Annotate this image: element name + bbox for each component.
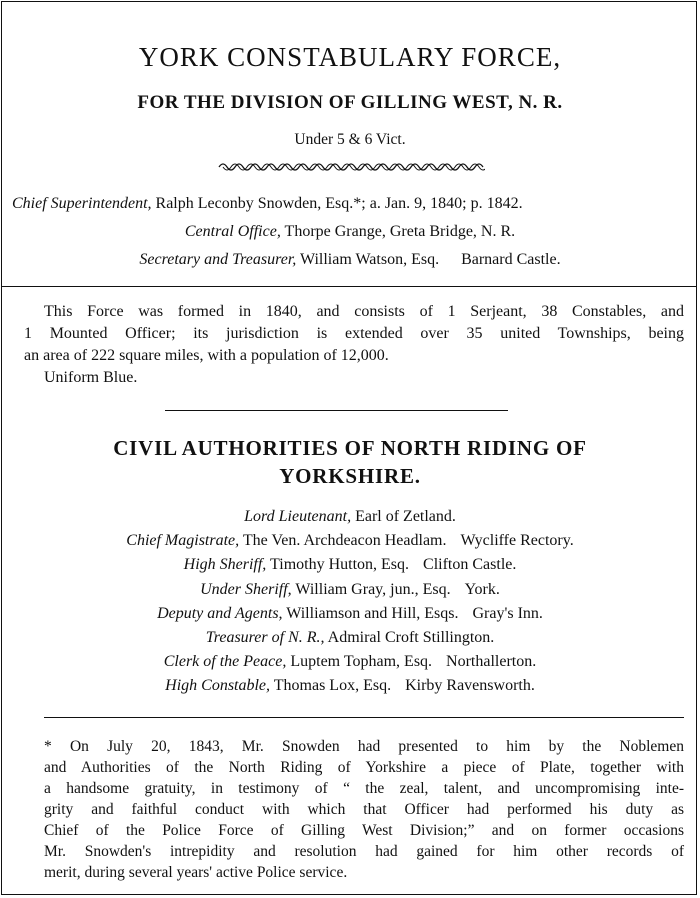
- authority-place: Wycliffe Rectory.: [460, 532, 574, 550]
- authority-row: [0, 579, 700, 603]
- document-subtitle: FOR THE DIVISION OF GILLING WEST, N. R.: [137, 92, 563, 113]
- officer-row: [0, 220, 700, 248]
- authority-name: William Gray, jun., Esq.: [295, 580, 451, 598]
- authority-place: York.: [464, 580, 500, 598]
- footnote-line: Mr. Snowden's intrepidity and resolution had gained for him other records of: [44, 843, 684, 860]
- authority-role: High Sheriff,: [183, 556, 267, 574]
- authority-name: Admiral Croft Stillington.: [327, 628, 495, 646]
- authority-role: High Constable,: [165, 677, 271, 695]
- footnote-line: merit, during several years' active Police service.: [44, 864, 348, 881]
- authority-role: Treasurer of N. R.,: [205, 628, 325, 646]
- description-line: an area of 222 square miles, with a population of 12,000.: [24, 347, 389, 364]
- description-line: This Force was formed in 1840, and consists of 1 Serjeant, 38 Constables, and: [44, 303, 684, 320]
- force-description: [24, 301, 684, 389]
- authority-role: Chief Magistrate,: [126, 532, 240, 550]
- footnote-line: grity and faithful conduct with which that Officer had performed his duty as: [44, 801, 684, 818]
- officer-role: Central Office,: [184, 223, 281, 240]
- authority-name: The Ven. Archdeacon Headlam.: [242, 532, 447, 550]
- officer-place: Barnard Castle.: [461, 251, 561, 268]
- authority-row: [0, 554, 700, 578]
- authority-place: Kirby Ravensworth.: [405, 677, 535, 695]
- authority-name: Williamson and Hill, Esqs.: [286, 604, 459, 622]
- officers-list: [0, 192, 700, 276]
- authority-row: [0, 627, 700, 651]
- uniform-line: Uniform Blue.: [44, 369, 138, 386]
- authority-place: Northallerton.: [446, 653, 537, 671]
- civil-heading-line2: YORKSHIRE.: [279, 464, 421, 488]
- officer-role: Chief Superintendent,: [12, 195, 152, 212]
- section-rule: [2, 286, 696, 287]
- authority-row: [0, 651, 700, 675]
- authority-name: Timothy Hutton, Esq.: [270, 556, 410, 574]
- civil-authorities-list: [0, 506, 700, 700]
- description-line: 1 Mounted Officer; its jurisdiction is extended over 35 united Townships, being: [24, 325, 684, 342]
- authority-name: Luptem Topham, Esq.: [290, 653, 433, 671]
- civil-heading: CIVIL AUTHORITIES OF NORTH RIDING OF: [113, 436, 587, 460]
- authority-role: Clerk of the Peace,: [163, 653, 287, 671]
- authority-row: [0, 603, 700, 627]
- authority-name: Earl of Zetland.: [355, 508, 456, 525]
- footnote-line: a handsome gratuity, in testimony of “ the zeal, talent, and uncompromising inte-: [44, 780, 684, 797]
- ornamental-divider: [217, 160, 485, 174]
- footnote-rule: [44, 717, 684, 718]
- footnote-line: and Authorities of the North Riding of Yorkshire a piece of Plate, together with: [44, 759, 684, 776]
- authority-place: Clifton Castle.: [423, 556, 517, 574]
- authority-role: Lord Lieutenant,: [244, 508, 352, 525]
- footnote-line: Chief of the Police Force of Gilling West Division;” and on former occasions: [44, 822, 684, 839]
- footnote-line: * On July 20, 1843, Mr. Snowden had presented to him by the Noblemen: [44, 738, 684, 755]
- act-reference: Under 5 & 6 Vict.: [294, 131, 406, 148]
- officer-detail: William Watson, Esq.: [299, 251, 440, 268]
- officer-detail: Thorpe Grange, Greta Bridge, N. R.: [284, 223, 516, 240]
- authority-row: [0, 506, 700, 530]
- officer-role: Secretary and Treasurer,: [139, 251, 297, 268]
- officer-detail: Ralph Leconby Snowden, Esq.*; a. Jan. 9, 1840; p. 1842.: [155, 195, 523, 212]
- officer-row: [0, 192, 700, 220]
- officer-row: [0, 248, 700, 276]
- authority-row: [0, 530, 700, 554]
- authority-role: Under Sheriff,: [200, 580, 292, 598]
- authority-place: Gray's Inn.: [472, 604, 543, 622]
- authority-role: Deputy and Agents,: [157, 604, 283, 622]
- document-title: YORK CONSTABULARY FORCE,: [138, 42, 562, 72]
- authority-name: Thomas Lox, Esq.: [273, 677, 392, 695]
- footnote: [44, 736, 684, 883]
- authority-row: [0, 675, 700, 699]
- short-rule: [165, 410, 508, 411]
